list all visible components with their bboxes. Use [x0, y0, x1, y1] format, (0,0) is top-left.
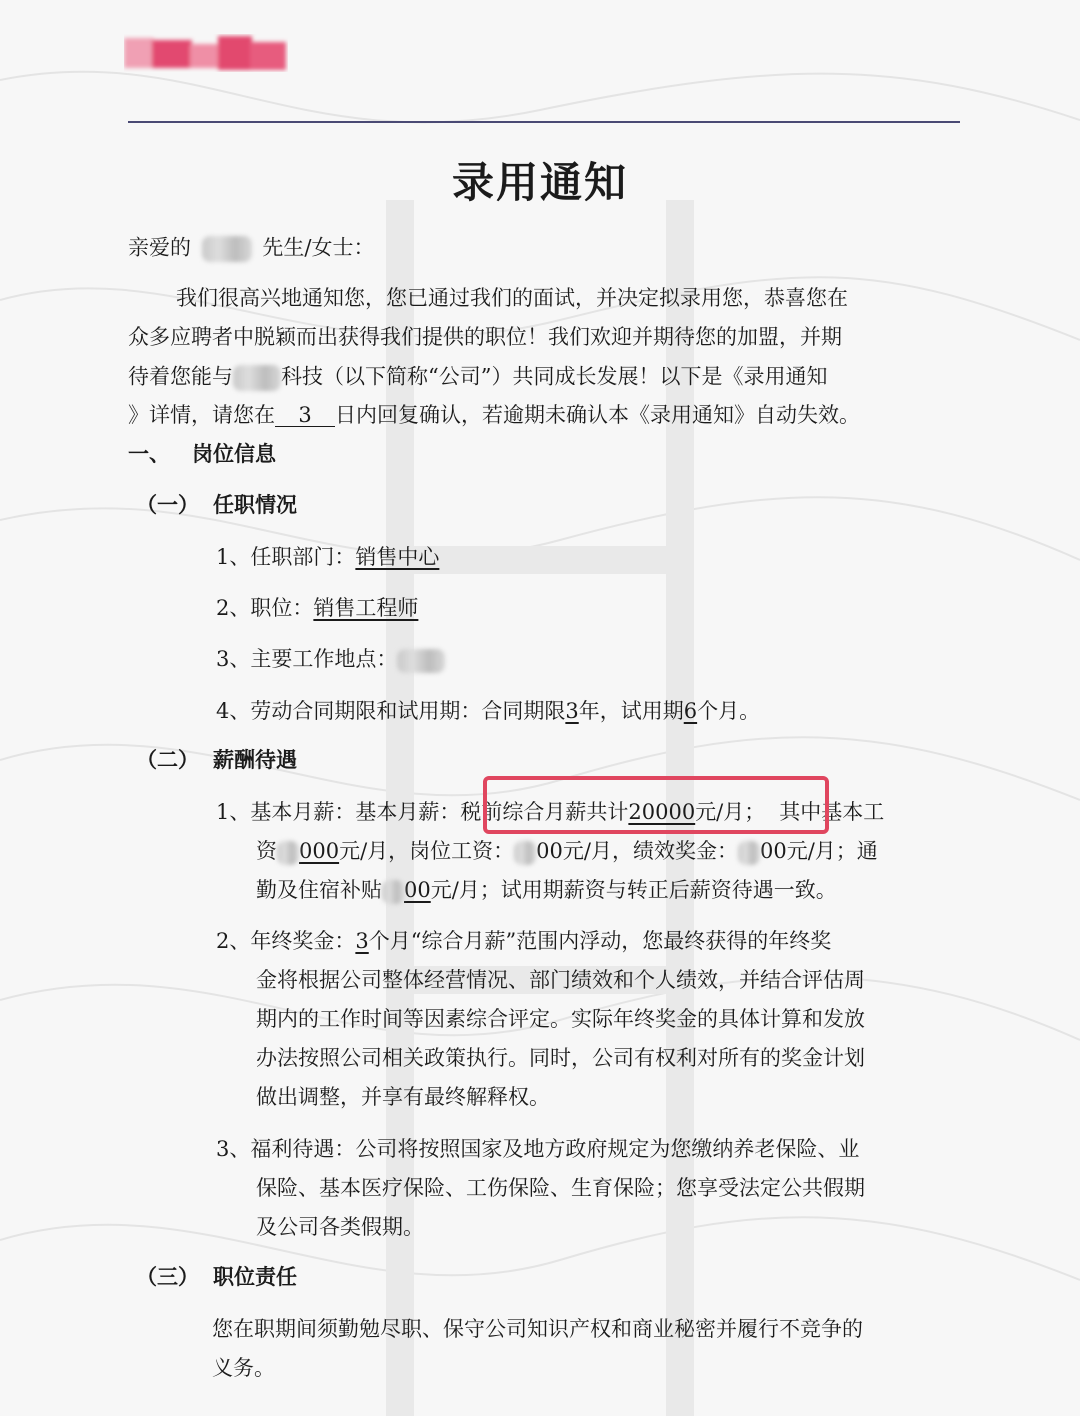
- allowance-digits: 00: [404, 878, 431, 902]
- bonus-line-1: [216, 930, 831, 952]
- duty-line-1: 您在职期间须勤勉尽职、保守公司知识产权和商业秘密并履行不竞争的: [212, 1317, 863, 1341]
- probation-months: 6: [683, 699, 698, 723]
- subsection-2-heading: [136, 749, 297, 771]
- intro-line-4-a: 》详情，请您在: [128, 403, 275, 427]
- intro-line-3: [128, 365, 827, 391]
- greeting-prefix: 亲爱的: [128, 235, 191, 260]
- intro-line-1: 我们很高兴地通知您，您已通过我们的面试，并决定拟录用您，恭喜您在: [176, 286, 848, 310]
- intro-line-2: 众多应聘者中脱颖而出获得我们提供的职位！我们欢迎并期待您的加盟，并期: [128, 325, 842, 349]
- contract-text-a: 4、劳动合同期限和试用期：合同期限: [216, 699, 566, 723]
- salary-l3-a: 勤及住宿补贴: [256, 878, 382, 902]
- subsection-3-heading: [136, 1266, 297, 1288]
- salary-line-3: [256, 879, 837, 904]
- bonus-months: 3: [355, 929, 369, 953]
- header-rule: [128, 121, 960, 123]
- item-position: [216, 597, 418, 619]
- reply-days: 3: [275, 404, 335, 427]
- welfare-line-3: 及公司各类假期。: [256, 1215, 424, 1239]
- intro-line-3-a: 待着您能与: [128, 364, 233, 389]
- salary-label: 1、基本月薪：基本月薪：: [216, 800, 461, 824]
- bonus-line-4: 办法按照公司相关政策执行。同时，公司有权利对所有的奖金计划: [256, 1046, 865, 1070]
- redacted-digit: [738, 841, 760, 865]
- section-1-num: 一、: [128, 441, 170, 466]
- bonus-label: 2、年终奖金：: [216, 929, 356, 953]
- subsection-2-num: （二）: [136, 747, 199, 772]
- redacted-name: [202, 236, 252, 262]
- salary-total-label: 税前综合月薪共计: [460, 800, 629, 824]
- greeting-line: [128, 236, 374, 262]
- document-title: 录用通知: [451, 158, 628, 207]
- salary-highlight-box: [483, 776, 829, 834]
- bonus-line-5: 做出调整，并享有最终解释权。: [256, 1085, 550, 1109]
- item-location: [216, 648, 445, 673]
- bonus-line-2: 金将根据公司整体经营情况、部门绩效和个人绩效，并结合评估周: [256, 968, 865, 992]
- bonus-l1-b: 个月“综合月薪”范围内浮动，您最终获得的年终奖: [368, 929, 832, 953]
- welfare-line-2: 保险、基本医疗保险、工伤保险、生育保险；您享受法定公共假期: [256, 1176, 865, 1200]
- redacted-company: [233, 365, 281, 391]
- welfare-line-1: 3、福利待遇：公司将按照国家及地方政府规定为您缴纳养老保险、业: [216, 1137, 860, 1161]
- contract-text-b: 年，试用期: [578, 699, 684, 723]
- contract-text-c: 个月。: [697, 699, 761, 723]
- salary-l2-e: 元/月，绩效奖金：: [562, 839, 738, 863]
- subsection-3-num: （三）: [136, 1264, 199, 1289]
- duty-line-2: 义务。: [212, 1356, 275, 1380]
- item-department: [216, 546, 439, 568]
- post-salary-digits: 00: [536, 839, 563, 863]
- subsection-1-title: 任职情况: [213, 492, 297, 517]
- company-logo-blurred: [124, 34, 288, 72]
- salary-l2-g: 元/月；通: [786, 839, 878, 863]
- salary-l1-tail: 其中基本工: [779, 800, 885, 824]
- salary-l2-a: 资: [256, 839, 277, 863]
- base-salary-digits: 000: [299, 839, 340, 863]
- redacted-digit: [277, 841, 299, 865]
- department-label: 1、任职部门：: [216, 545, 356, 569]
- redacted-digit: [382, 880, 404, 904]
- salary-line-2: [256, 840, 878, 865]
- subsection-3-title: 职位责任: [213, 1264, 297, 1289]
- redacted-location: [397, 649, 445, 673]
- contract-years: 3: [565, 699, 579, 723]
- redacted-digit: [514, 841, 536, 865]
- intro-line-3-b: 科技（以下简称“公司”）共同成长发展！以下是《录用通知: [281, 364, 828, 389]
- bonus-line-3: 期内的工作时间等因素综合评定。实际年终奖金的具体计算和发放: [256, 1007, 865, 1031]
- position-value: 销售工程师: [313, 596, 419, 620]
- position-label: 2、职位：: [216, 596, 314, 620]
- section-1-heading: [128, 443, 276, 465]
- section-1-title: 岗位信息: [192, 441, 276, 466]
- greeting-suffix: 先生/女士：: [262, 235, 375, 260]
- subsection-1-heading: [136, 494, 297, 516]
- subsection-1-num: （一）: [136, 492, 199, 517]
- intro-line-4: [128, 404, 860, 427]
- salary-amount: 20000: [628, 800, 696, 824]
- salary-l3-c: 元/月；试用期薪资与转正后薪资待遇一致。: [430, 878, 837, 902]
- item-contract: [216, 700, 760, 722]
- location-label: 3、主要工作地点：: [216, 647, 398, 671]
- bonus-salary-digits: 00: [759, 839, 787, 863]
- salary-unit: 元/月；: [695, 800, 766, 824]
- department-value: 销售中心: [355, 545, 440, 569]
- intro-line-4-b: 日内回复确认，若逾期未确认本《录用通知》自动失效。: [335, 403, 860, 427]
- subsection-2-title: 薪酬待遇: [213, 747, 297, 772]
- salary-l2-c: 元/月，岗位工资：: [339, 839, 515, 863]
